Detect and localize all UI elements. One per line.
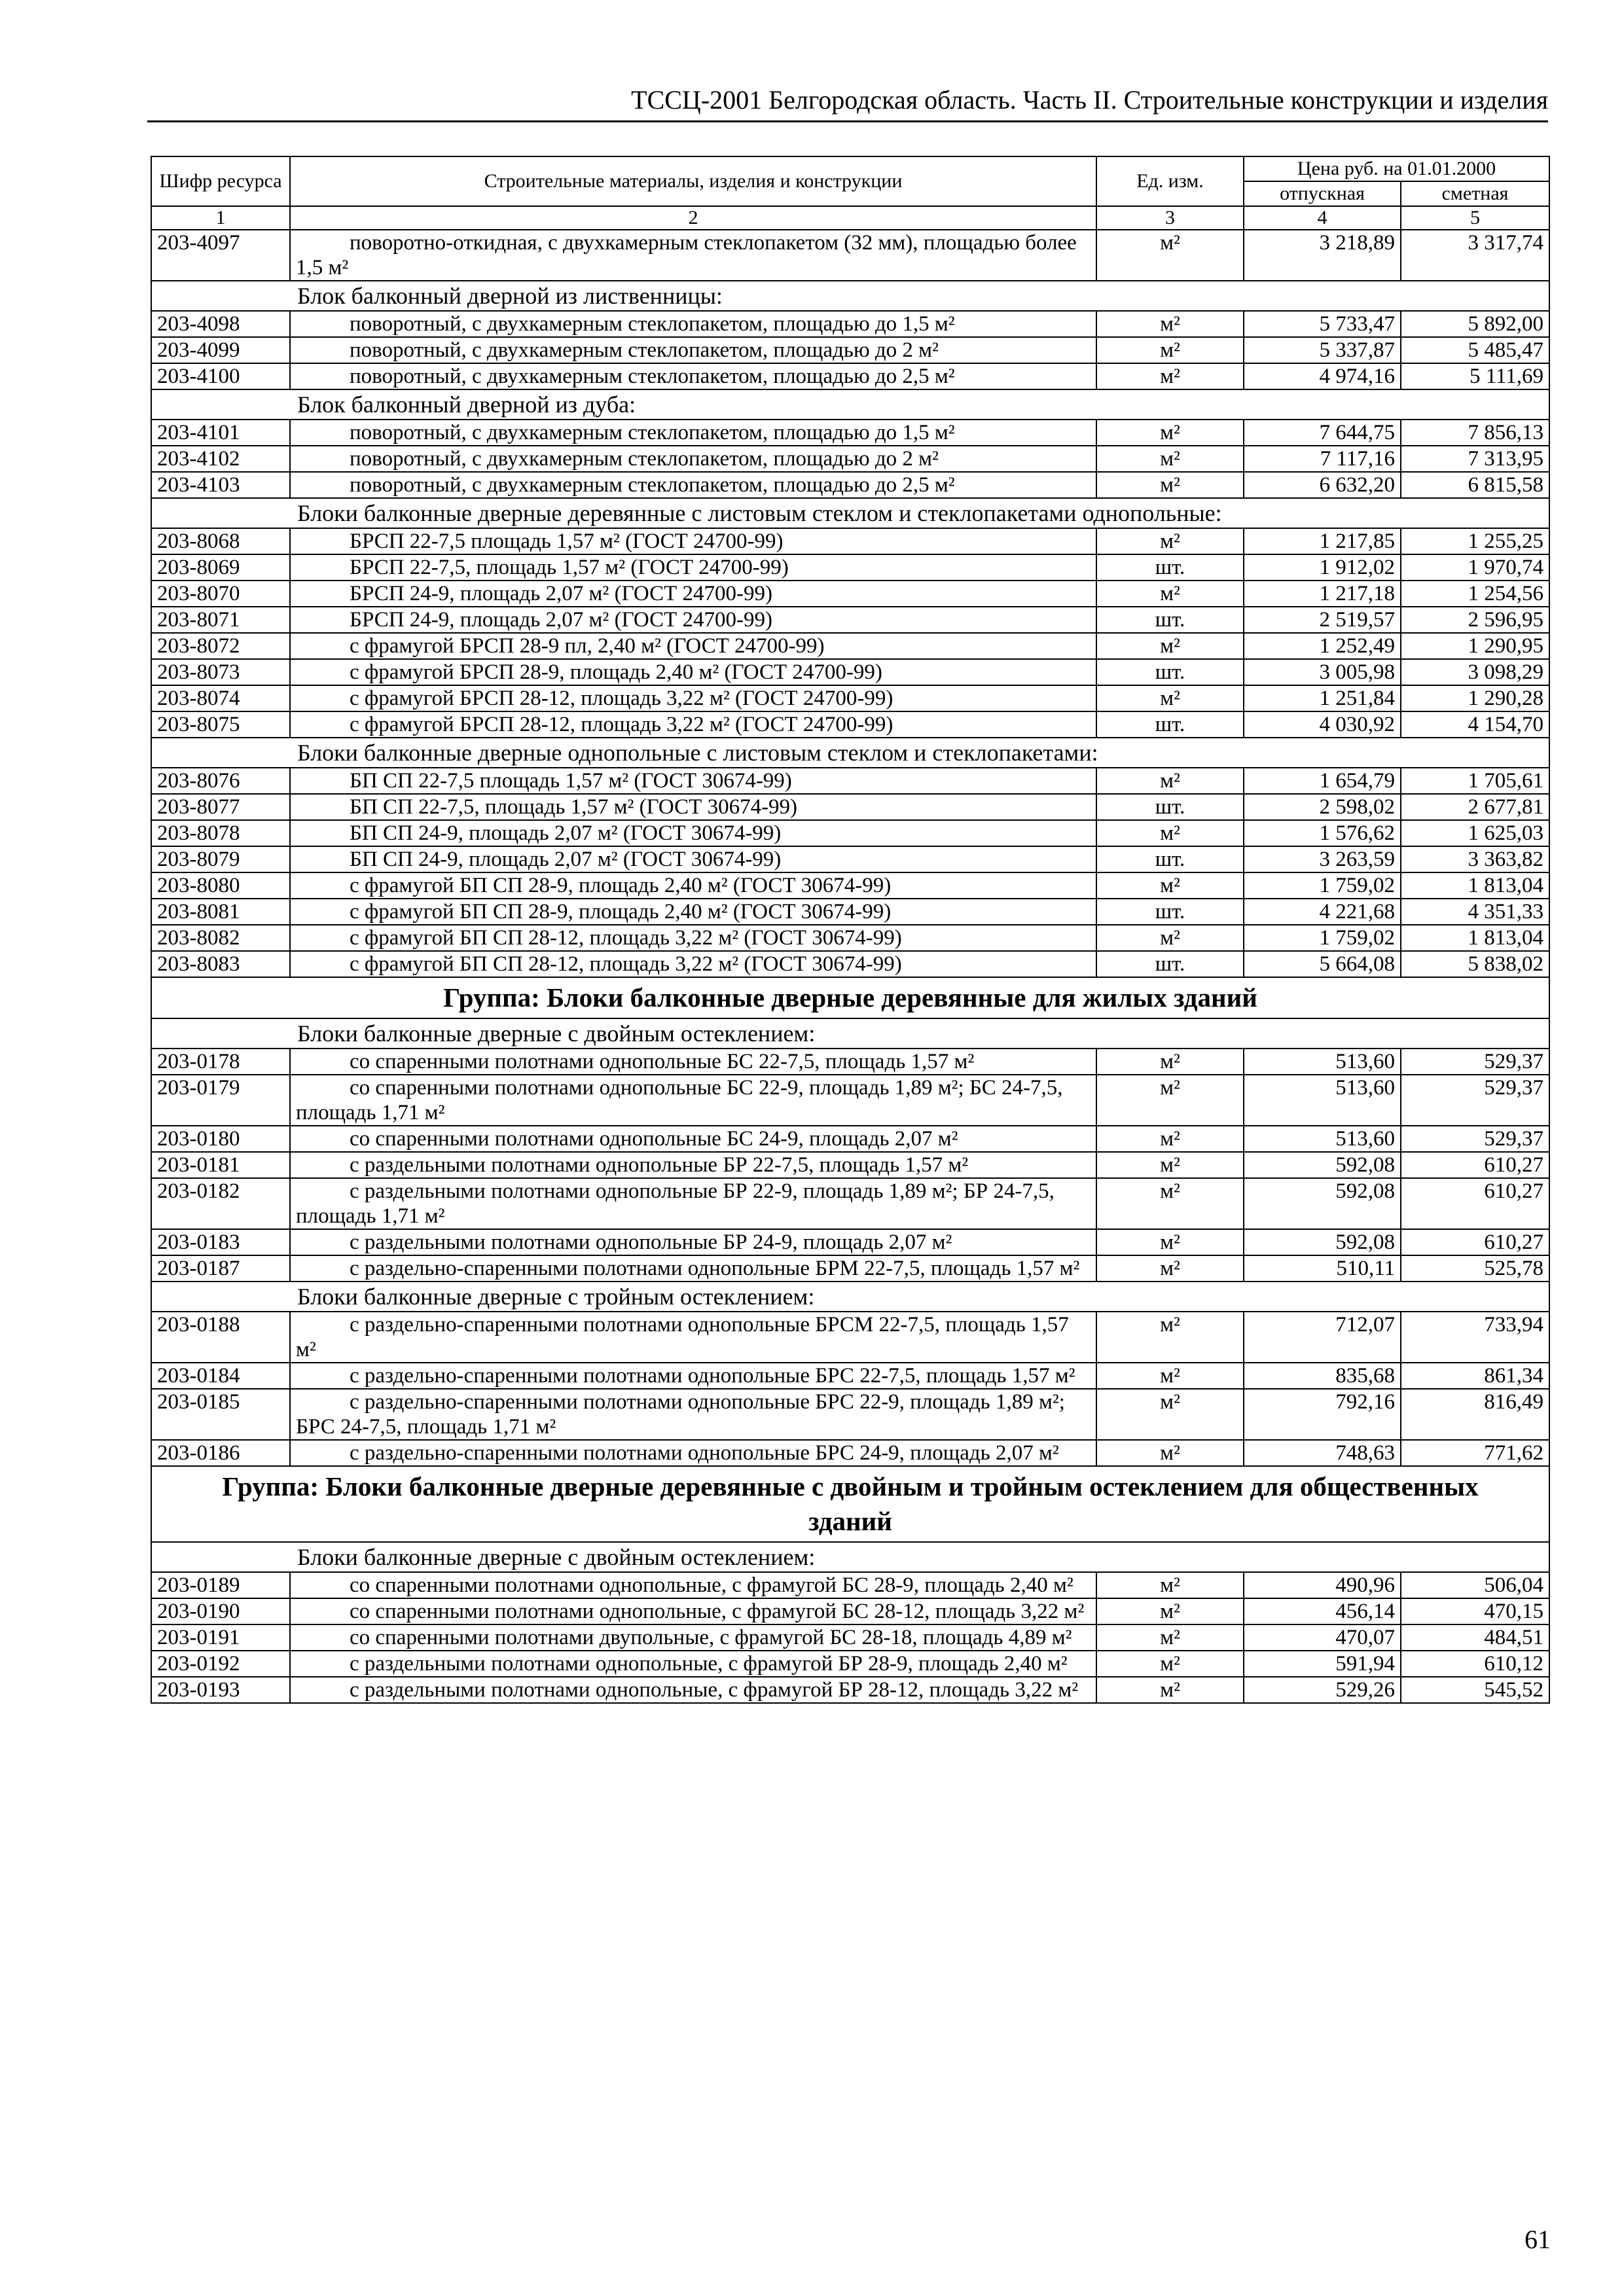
- unit-of-measure: м²: [1096, 1075, 1244, 1126]
- release-price: 1 217,85: [1244, 528, 1401, 554]
- material-name: с фрамугой БП СП 28-9, площадь 2,40 м² (ГОСТ 30674-99): [290, 899, 1096, 925]
- table-row: [151, 685, 1549, 711]
- material-name: поворотный, с двухкамерным стеклопакетом, площадью до 2,5 м²: [290, 472, 1096, 498]
- estimate-price: 1 625,03: [1401, 820, 1549, 846]
- estimate-price: 816,49: [1401, 1389, 1549, 1440]
- resource-code: 203-0182: [151, 1178, 290, 1229]
- release-price: 748,63: [1244, 1440, 1401, 1466]
- material-name: поворотный, с двухкамерным стеклопакетом, площадью до 2 м²: [290, 337, 1096, 363]
- material-name: БРСП 24-9, площадь 2,07 м² (ГОСТ 24700-99): [290, 607, 1096, 633]
- material-name: со спаренными полотнами однопольные БС 24-9, площадь 2,07 м²: [290, 1126, 1096, 1152]
- document-title: ТССЦ-2001 Белгородская область. Часть II. Строительные конструкции и изделия: [631, 85, 1548, 115]
- estimate-price: 525,78: [1401, 1255, 1549, 1282]
- resource-code: 203-0188: [151, 1312, 290, 1363]
- material-name: БП СП 24-9, площадь 2,07 м² (ГОСТ 30674-99): [290, 846, 1096, 872]
- material-name: с раздельными полотнами однопольные, с фрамугой БР 28-12, площадь 3,22 м²: [290, 1677, 1096, 1703]
- resource-code: 203-0181: [151, 1152, 290, 1178]
- group-heading-row: [151, 977, 1549, 1018]
- unit-of-measure: шт.: [1096, 899, 1244, 925]
- release-price: 4 974,16: [1244, 363, 1401, 389]
- header-name: Строительные материалы, изделия и конструкции: [290, 156, 1096, 206]
- material-name: с раздельными полотнами однопольные БР 22-9, площадь 1,89 м²; БР 24-7,5, площадь 1,71 м²: [290, 1178, 1096, 1229]
- table-row: [151, 1363, 1549, 1389]
- table-row: [151, 1152, 1549, 1178]
- resource-code: 203-8083: [151, 951, 290, 977]
- estimate-price: 1 705,61: [1401, 768, 1549, 794]
- unit-of-measure: м²: [1096, 1572, 1244, 1598]
- estimate-price: 4 154,70: [1401, 711, 1549, 738]
- material-name: с фрамугой БРСП 28-12, площадь 3,22 м² (ГОСТ 24700-99): [290, 685, 1096, 711]
- estimate-price: 506,04: [1401, 1572, 1549, 1598]
- material-name: БП СП 24-9, площадь 2,07 м² (ГОСТ 30674-99): [290, 820, 1096, 846]
- header-code: Шифр ресурса: [151, 156, 290, 206]
- material-name: БРСП 24-9, площадь 2,07 м² (ГОСТ 24700-99): [290, 581, 1096, 607]
- subheading-row: [151, 389, 1549, 420]
- estimate-price: 470,15: [1401, 1598, 1549, 1624]
- column-number: 3: [1096, 206, 1244, 230]
- resource-code: 203-4099: [151, 337, 290, 363]
- material-name: с раздельно-спаренными полотнами однопольные БРМ 22-7,5, площадь 1,57 м²: [290, 1255, 1096, 1282]
- table-row: [151, 768, 1549, 794]
- release-price: 1 252,49: [1244, 633, 1401, 659]
- unit-of-measure: м²: [1096, 1049, 1244, 1075]
- estimate-price: 610,12: [1401, 1651, 1549, 1677]
- unit-of-measure: шт.: [1096, 846, 1244, 872]
- unit-of-measure: м²: [1096, 768, 1244, 794]
- release-price: 2 598,02: [1244, 794, 1401, 820]
- release-price: 529,26: [1244, 1677, 1401, 1703]
- estimate-price: 3 098,29: [1401, 659, 1549, 685]
- unit-of-measure: шт.: [1096, 607, 1244, 633]
- release-price: 5 733,47: [1244, 311, 1401, 337]
- table-row: [151, 446, 1549, 472]
- release-price: 6 632,20: [1244, 472, 1401, 498]
- resource-code: 203-8081: [151, 899, 290, 925]
- estimate-price: 7 313,95: [1401, 446, 1549, 472]
- table-row: [151, 1624, 1549, 1651]
- unit-of-measure: м²: [1096, 472, 1244, 498]
- release-price: 5 664,08: [1244, 951, 1401, 977]
- estimate-price: 1 290,95: [1401, 633, 1549, 659]
- resource-code: 203-4101: [151, 420, 290, 446]
- release-price: 792,16: [1244, 1389, 1401, 1440]
- table-row: [151, 1572, 1549, 1598]
- resource-code: 203-0192: [151, 1651, 290, 1677]
- material-name: поворотный, с двухкамерным стеклопакетом, площадью до 1,5 м²: [290, 311, 1096, 337]
- material-name: с фрамугой БРСП 28-9 пл, 2,40 м² (ГОСТ 24700-99): [290, 633, 1096, 659]
- unit-of-measure: м²: [1096, 446, 1244, 472]
- estimate-price: 5 485,47: [1401, 337, 1549, 363]
- resource-code: 203-4103: [151, 472, 290, 498]
- release-price: 712,07: [1244, 1312, 1401, 1363]
- material-name: с раздельными полотнами однопольные БР 22-7,5, площадь 1,57 м²: [290, 1152, 1096, 1178]
- resource-code: 203-8071: [151, 607, 290, 633]
- subheading: Блок балконный дверной из дуба:: [151, 389, 1549, 420]
- estimate-price: 3 363,82: [1401, 846, 1549, 872]
- estimate-price: 610,27: [1401, 1229, 1549, 1255]
- release-price: 4 030,92: [1244, 711, 1401, 738]
- estimate-price: 610,27: [1401, 1152, 1549, 1178]
- column-number: 2: [290, 206, 1096, 230]
- table-row: [151, 1389, 1549, 1440]
- table-row: [151, 1075, 1549, 1126]
- header-price-group: Цена руб. на 01.01.2000: [1244, 156, 1549, 181]
- release-price: 5 337,87: [1244, 337, 1401, 363]
- material-name: с раздельно-спаренными полотнами однопольные БРС 22-9, площадь 1,89 м²; БРС 24-7,5, площадь 1,71 м²: [290, 1389, 1096, 1440]
- resource-code: 203-0180: [151, 1126, 290, 1152]
- table-row: [151, 872, 1549, 899]
- material-name: со спаренными полотнами однопольные БС 22-9, площадь 1,89 м²; БС 24-7,5, площадь 1,71 м²: [290, 1075, 1096, 1126]
- group-heading-row: [151, 1466, 1549, 1542]
- subheading-row: [151, 498, 1549, 528]
- table-row: [151, 1312, 1549, 1363]
- material-name: со спаренными полотнами однопольные, с фрамугой БС 28-12, площадь 3,22 м²: [290, 1598, 1096, 1624]
- column-number: 5: [1401, 206, 1549, 230]
- unit-of-measure: м²: [1096, 925, 1244, 951]
- release-price: 835,68: [1244, 1363, 1401, 1389]
- subheading-row: [151, 1282, 1549, 1312]
- unit-of-measure: м²: [1096, 1389, 1244, 1440]
- resource-code: 203-8072: [151, 633, 290, 659]
- estimate-price: 1 970,74: [1401, 554, 1549, 581]
- resource-code: 203-8077: [151, 794, 290, 820]
- resource-code: 203-8068: [151, 528, 290, 554]
- unit-of-measure: шт.: [1096, 554, 1244, 581]
- table-row: [151, 554, 1549, 581]
- subheading-row: [151, 1018, 1549, 1049]
- material-name: поворотный, с двухкамерным стеклопакетом, площадью до 2,5 м²: [290, 363, 1096, 389]
- material-name: БП СП 22-7,5, площадь 1,57 м² (ГОСТ 30674-99): [290, 794, 1096, 820]
- estimate-price: 529,37: [1401, 1075, 1549, 1126]
- estimate-price: 1 813,04: [1401, 925, 1549, 951]
- release-price: 456,14: [1244, 1598, 1401, 1624]
- resource-code: 203-8074: [151, 685, 290, 711]
- material-name: с раздельно-спаренными полотнами однопольные БРС 24-9, площадь 2,07 м²: [290, 1440, 1096, 1466]
- estimate-price: 5 838,02: [1401, 951, 1549, 977]
- material-name: БП СП 22-7,5 площадь 1,57 м² (ГОСТ 30674-99): [290, 768, 1096, 794]
- material-name: поворотный, с двухкамерным стеклопакетом, площадью до 2 м²: [290, 446, 1096, 472]
- material-name: с раздельными полотнами однопольные, с фрамугой БР 28-9, площадь 2,40 м²: [290, 1651, 1096, 1677]
- group-heading: Группа: Блоки балконные дверные деревянные с двойным и тройным остеклением для общественных зданий: [151, 1466, 1549, 1542]
- subheading: Блок балконный дверной из лиственницы:: [151, 281, 1549, 311]
- release-price: 1 912,02: [1244, 554, 1401, 581]
- table-row: [151, 1440, 1549, 1466]
- subheading-row: [151, 281, 1549, 311]
- table-row: [151, 633, 1549, 659]
- unit-of-measure: м²: [1096, 1312, 1244, 1363]
- release-price: 3 005,98: [1244, 659, 1401, 685]
- release-price: 490,96: [1244, 1572, 1401, 1598]
- resource-code: 203-0190: [151, 1598, 290, 1624]
- material-name: с фрамугой БРСП 28-12, площадь 3,22 м² (ГОСТ 24700-99): [290, 711, 1096, 738]
- material-name: со спаренными полотнами двупольные, с фрамугой БС 28-18, площадь 4,89 м²: [290, 1624, 1096, 1651]
- material-name: с фрамугой БП СП 28-12, площадь 3,22 м² (ГОСТ 30674-99): [290, 925, 1096, 951]
- release-price: 470,07: [1244, 1624, 1401, 1651]
- estimate-price: 1 254,56: [1401, 581, 1549, 607]
- material-name: с раздельно-спаренными полотнами однопольные БРСМ 22-7,5, площадь 1,57 м²: [290, 1312, 1096, 1363]
- unit-of-measure: м²: [1096, 1178, 1244, 1229]
- estimate-price: 5 892,00: [1401, 311, 1549, 337]
- release-price: 4 221,68: [1244, 899, 1401, 925]
- material-name: БРСП 22-7,5, площадь 1,57 м² (ГОСТ 24700-99): [290, 554, 1096, 581]
- estimate-price: 2 596,95: [1401, 607, 1549, 633]
- material-name: со спаренными полотнами однопольные, с фрамугой БС 28-9, площадь 2,40 м²: [290, 1572, 1096, 1598]
- material-name: с раздельно-спаренными полотнами однопольные БРС 22-7,5, площадь 1,57 м²: [290, 1363, 1096, 1389]
- release-price: 7 117,16: [1244, 446, 1401, 472]
- estimate-price: 1 813,04: [1401, 872, 1549, 899]
- material-name: с раздельными полотнами однопольные БР 24-9, площадь 2,07 м²: [290, 1229, 1096, 1255]
- table-row: [151, 1255, 1549, 1282]
- unit-of-measure: м²: [1096, 1255, 1244, 1282]
- header-estimate-price: сметная: [1401, 181, 1549, 206]
- subheading: Блоки балконные дверные с тройным остеклением:: [151, 1282, 1549, 1312]
- unit-of-measure: м²: [1096, 820, 1244, 846]
- resource-code: 203-0187: [151, 1255, 290, 1282]
- table-row: [151, 581, 1549, 607]
- table-row: [151, 1651, 1549, 1677]
- resource-code: 203-0179: [151, 1075, 290, 1126]
- unit-of-measure: шт.: [1096, 711, 1244, 738]
- unit-of-measure: шт.: [1096, 659, 1244, 685]
- unit-of-measure: м²: [1096, 685, 1244, 711]
- unit-of-measure: м²: [1096, 1651, 1244, 1677]
- resource-code: 203-4102: [151, 446, 290, 472]
- resource-code: 203-0178: [151, 1049, 290, 1075]
- table-row: [151, 820, 1549, 846]
- material-name: поворотно-откидная, с двухкамерным стеклопакетом (32 мм), площадью более 1,5 м²: [290, 230, 1096, 281]
- header-release-price: отпускная: [1244, 181, 1401, 206]
- table-body: [151, 230, 1549, 1703]
- estimate-price: 4 351,33: [1401, 899, 1549, 925]
- release-price: 513,60: [1244, 1075, 1401, 1126]
- table-row: [151, 311, 1549, 337]
- table-row: [151, 1178, 1549, 1229]
- estimate-price: 3 317,74: [1401, 230, 1549, 281]
- release-price: 3 218,89: [1244, 230, 1401, 281]
- material-name: с фрамугой БП СП 28-12, площадь 3,22 м² (ГОСТ 30674-99): [290, 951, 1096, 977]
- release-price: 513,60: [1244, 1126, 1401, 1152]
- resource-code: 203-8082: [151, 925, 290, 951]
- resource-code: 203-8078: [151, 820, 290, 846]
- resource-code: 203-8075: [151, 711, 290, 738]
- release-price: 510,11: [1244, 1255, 1401, 1282]
- column-number-row: [151, 206, 1549, 230]
- resource-code: 203-0185: [151, 1389, 290, 1440]
- estimate-price: 5 111,69: [1401, 363, 1549, 389]
- estimate-price: 2 677,81: [1401, 794, 1549, 820]
- estimate-price: 6 815,58: [1401, 472, 1549, 498]
- estimate-price: 771,62: [1401, 1440, 1549, 1466]
- release-price: 592,08: [1244, 1229, 1401, 1255]
- resource-code: 203-8070: [151, 581, 290, 607]
- material-name: БРСП 22-7,5 площадь 1,57 м² (ГОСТ 24700-99): [290, 528, 1096, 554]
- page-number: 61: [1525, 2225, 1551, 2254]
- unit-of-measure: шт.: [1096, 794, 1244, 820]
- resource-code: 203-8073: [151, 659, 290, 685]
- estimate-price: 529,37: [1401, 1126, 1549, 1152]
- release-price: 1 759,02: [1244, 925, 1401, 951]
- running-header: [147, 84, 1548, 122]
- release-price: 1 217,18: [1244, 581, 1401, 607]
- subheading: Блоки балконные дверные с двойным остеклением:: [151, 1542, 1549, 1572]
- subheading-row: [151, 738, 1549, 768]
- resource-code: 203-4097: [151, 230, 290, 281]
- estimate-price: 529,37: [1401, 1049, 1549, 1075]
- material-name: с фрамугой БП СП 28-9, площадь 2,40 м² (ГОСТ 30674-99): [290, 872, 1096, 899]
- estimate-price: 1 255,25: [1401, 528, 1549, 554]
- table-row: [151, 472, 1549, 498]
- unit-of-measure: м²: [1096, 633, 1244, 659]
- estimate-price: 610,27: [1401, 1178, 1549, 1229]
- column-number: 4: [1244, 206, 1401, 230]
- table-row: [151, 1229, 1549, 1255]
- resource-code: 203-8076: [151, 768, 290, 794]
- table-row: [151, 230, 1549, 281]
- release-price: 1 654,79: [1244, 768, 1401, 794]
- subheading-row: [151, 1542, 1549, 1572]
- table-row: [151, 794, 1549, 820]
- estimate-price: 484,51: [1401, 1624, 1549, 1651]
- table-row: [151, 363, 1549, 389]
- table-row: [151, 1677, 1549, 1703]
- release-price: 1 576,62: [1244, 820, 1401, 846]
- resource-code: 203-0193: [151, 1677, 290, 1703]
- table-row: [151, 711, 1549, 738]
- unit-of-measure: м²: [1096, 363, 1244, 389]
- unit-of-measure: м²: [1096, 230, 1244, 281]
- release-price: 1 759,02: [1244, 872, 1401, 899]
- table-row: [151, 420, 1549, 446]
- unit-of-measure: м²: [1096, 337, 1244, 363]
- table-row: [151, 951, 1549, 977]
- unit-of-measure: м²: [1096, 872, 1244, 899]
- table-row: [151, 846, 1549, 872]
- estimate-price: 7 856,13: [1401, 420, 1549, 446]
- table-row: [151, 607, 1549, 633]
- table-row: [151, 1049, 1549, 1075]
- material-name: с фрамугой БРСП 28-9, площадь 2,40 м² (ГОСТ 24700-99): [290, 659, 1096, 685]
- release-price: 3 263,59: [1244, 846, 1401, 872]
- resource-code: 203-0191: [151, 1624, 290, 1651]
- resource-code: 203-0189: [151, 1572, 290, 1598]
- subheading: Блоки балконные дверные однопольные с листовым стеклом и стеклопакетами:: [151, 738, 1549, 768]
- unit-of-measure: м²: [1096, 1229, 1244, 1255]
- resource-code: 203-8069: [151, 554, 290, 581]
- resource-code: 203-0186: [151, 1440, 290, 1466]
- table-row: [151, 1126, 1549, 1152]
- estimate-price: 545,52: [1401, 1677, 1549, 1703]
- price-table: [151, 156, 1550, 1704]
- estimate-price: 1 290,28: [1401, 685, 1549, 711]
- header-unit: Ед. изм.: [1096, 156, 1244, 206]
- unit-of-measure: м²: [1096, 1363, 1244, 1389]
- resource-code: 203-0184: [151, 1363, 290, 1389]
- table-row: [151, 528, 1549, 554]
- resource-code: 203-4100: [151, 363, 290, 389]
- release-price: 591,94: [1244, 1651, 1401, 1677]
- column-number: 1: [151, 206, 290, 230]
- subheading: Блоки балконные дверные деревянные с листовым стеклом и стеклопакетами однопольные:: [151, 498, 1549, 528]
- table-row: [151, 1598, 1549, 1624]
- resource-code: 203-4098: [151, 311, 290, 337]
- resource-code: 203-8079: [151, 846, 290, 872]
- material-name: поворотный, с двухкамерным стеклопакетом, площадью до 1,5 м²: [290, 420, 1096, 446]
- release-price: 7 644,75: [1244, 420, 1401, 446]
- table-row: [151, 899, 1549, 925]
- release-price: 592,08: [1244, 1152, 1401, 1178]
- table-row: [151, 925, 1549, 951]
- unit-of-measure: м²: [1096, 1624, 1244, 1651]
- unit-of-measure: м²: [1096, 1126, 1244, 1152]
- release-price: 513,60: [1244, 1049, 1401, 1075]
- release-price: 1 251,84: [1244, 685, 1401, 711]
- unit-of-measure: м²: [1096, 1677, 1244, 1703]
- release-price: 592,08: [1244, 1178, 1401, 1229]
- estimate-price: 861,34: [1401, 1363, 1549, 1389]
- estimate-price: 733,94: [1401, 1312, 1549, 1363]
- subheading: Блоки балконные дверные с двойным остеклением:: [151, 1018, 1549, 1049]
- material-name: со спаренными полотнами однопольные БС 22-7,5, площадь 1,57 м²: [290, 1049, 1096, 1075]
- resource-code: 203-8080: [151, 872, 290, 899]
- group-heading: Группа: Блоки балконные дверные деревянные для жилых зданий: [151, 977, 1549, 1018]
- unit-of-measure: м²: [1096, 1440, 1244, 1466]
- release-price: 2 519,57: [1244, 607, 1401, 633]
- table-row: [151, 337, 1549, 363]
- price-table-container: [151, 156, 1549, 1704]
- unit-of-measure: м²: [1096, 1152, 1244, 1178]
- resource-code: 203-0183: [151, 1229, 290, 1255]
- table-header: [151, 156, 1549, 230]
- unit-of-measure: м²: [1096, 581, 1244, 607]
- unit-of-measure: м²: [1096, 1598, 1244, 1624]
- table-row: [151, 659, 1549, 685]
- unit-of-measure: м²: [1096, 420, 1244, 446]
- unit-of-measure: м²: [1096, 528, 1244, 554]
- unit-of-measure: м²: [1096, 311, 1244, 337]
- unit-of-measure: шт.: [1096, 951, 1244, 977]
